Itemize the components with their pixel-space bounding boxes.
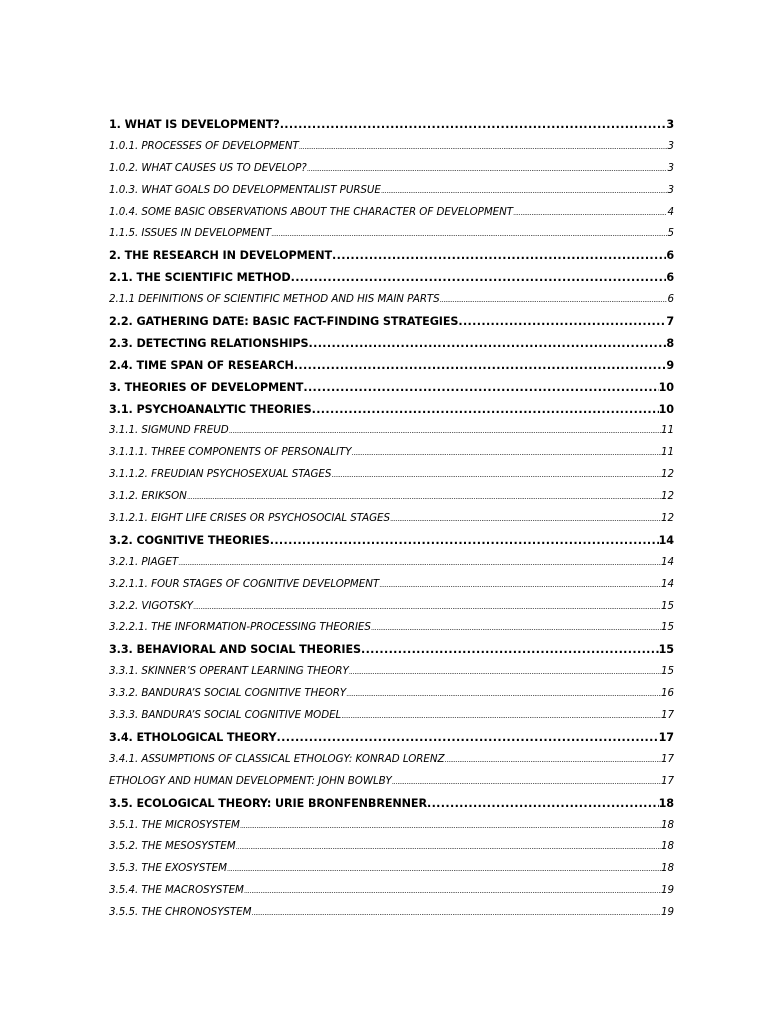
toc-entry-title: 3.3.1. SKINNER’S OPERANT LEARNING THEORY (109, 665, 349, 678)
toc-entry-page: 15 (660, 665, 674, 678)
toc-entry-page: 18 (660, 818, 674, 831)
toc-entry-page: 3 (667, 161, 674, 174)
toc-entry[interactable] (109, 289, 674, 311)
dot-leader (178, 553, 661, 574)
toc-entry-title: 1.0.2. WHAT CAUSES US TO DEVELOP? (109, 161, 307, 174)
toc-entry-page: 18 (660, 862, 674, 875)
table-of-contents (109, 114, 674, 924)
toc-entry-title: 3.5.2. THE MESOSYSTEM (109, 840, 236, 853)
toc-entry[interactable] (109, 771, 674, 793)
toc-entry-page: 14 (658, 533, 674, 547)
toc-entry[interactable] (109, 683, 674, 705)
dot-leader (427, 793, 659, 815)
toc-entry-title: 2. THE RESEARCH IN DEVELOPMENT (109, 249, 333, 263)
dot-leader (346, 684, 661, 705)
toc-entry-page: 15 (660, 621, 674, 634)
toc-entry-title: 1.0.1. PROCESSES OF DEVELOPMENT (109, 139, 299, 152)
toc-entry[interactable] (109, 596, 674, 618)
toc-entry-page: 7 (666, 315, 674, 329)
toc-entry-title: 2.1. THE SCIENTIFIC METHOD (109, 271, 291, 285)
toc-entry-title: 3.5.3. THE EXOSYSTEM (109, 862, 227, 875)
toc-entry-title: 3.5.5. THE CHRONOSYSTEM (109, 906, 252, 919)
toc-entry[interactable] (109, 508, 674, 530)
dot-leader (309, 333, 667, 355)
toc-entry-title: 3. THEORIES OF DEVELOPMENT (109, 380, 304, 394)
toc-entry-page: 17 (660, 774, 674, 787)
dot-leader (271, 224, 667, 245)
toc-entry-page: 3 (667, 183, 674, 196)
toc-entry-page: 6 (667, 293, 674, 306)
toc-entry[interactable] (109, 442, 674, 464)
toc-entry-title: 3.4. ETHOLOGICAL THEORY (109, 730, 277, 744)
toc-entry-page: 15 (658, 643, 674, 657)
toc-entry-page: 14 (660, 555, 674, 568)
toc-entry[interactable] (109, 902, 674, 924)
dot-leader (303, 377, 658, 399)
toc-entry-page: 15 (660, 599, 674, 612)
toc-entry[interactable] (109, 574, 674, 596)
toc-entry-page: 18 (658, 796, 674, 810)
dot-leader (444, 750, 661, 771)
dot-leader (341, 706, 661, 727)
dot-leader (392, 772, 661, 793)
toc-entry-title: ETHOLOGY AND HUMAN DEVELOPMENT: JOHN BOWLBY (109, 774, 392, 787)
toc-entry-title: 3.4.1. ASSUMPTIONS OF CLASSICAL ETHOLOGY: KONRAD LORENZ (109, 752, 445, 765)
toc-entry-title: 1.0.4. SOME BASIC OBSERVATIONS ABOUT THE CHARACTER OF DEVELOPMENT (109, 205, 514, 218)
toc-entry-page: 5 (667, 227, 674, 240)
toc-entry-page: 10 (658, 402, 674, 416)
dot-leader (440, 290, 668, 311)
toc-entry-title: 2.4. TIME SPAN OF RESEARCH (109, 358, 294, 372)
dot-leader (244, 881, 661, 902)
toc-entry-page: 12 (660, 468, 674, 481)
toc-entry[interactable] (109, 858, 674, 880)
toc-entry-page: 3 (667, 139, 674, 152)
dot-leader (371, 618, 661, 639)
toc-entry-title: 3.5.4. THE MACROSYSTEM (109, 884, 244, 897)
dot-leader (351, 443, 661, 464)
toc-entry[interactable] (109, 552, 674, 574)
toc-entry[interactable] (109, 815, 674, 837)
dot-leader (270, 530, 659, 552)
dot-leader (361, 639, 659, 661)
toc-entry[interactable] (109, 267, 674, 289)
toc-entry-page: 16 (660, 687, 674, 700)
toc-entry-page: 17 (660, 752, 674, 765)
toc-entry[interactable] (109, 136, 674, 158)
toc-entry[interactable] (109, 420, 674, 442)
toc-entry-title: 3.2. COGNITIVE THEORIES (109, 533, 270, 547)
toc-entry-title: 3.2.1. PIAGET (109, 555, 179, 568)
toc-entry-title: 3.1.2. ERIKSON (109, 490, 187, 503)
toc-entry-title: 3.3.2. BANDURA’S SOCIAL COGNITIVE THEORY (109, 687, 347, 700)
toc-entry-page: 11 (660, 424, 674, 437)
dot-leader (280, 114, 667, 136)
toc-entry[interactable] (109, 158, 674, 180)
dot-leader (251, 903, 661, 924)
toc-entry-title: 3.1.2.1. EIGHT LIFE CRISES OR PSYCHOSOCIAL STAGES (109, 512, 390, 525)
toc-entry[interactable] (109, 223, 674, 245)
dot-leader (381, 181, 668, 202)
toc-entry-page: 19 (660, 906, 674, 919)
toc-entry[interactable] (109, 530, 674, 552)
toc-entry-page: 8 (666, 336, 674, 350)
dot-leader (277, 727, 659, 749)
toc-entry[interactable] (109, 245, 674, 267)
toc-entry-title: 3.1.1. SIGMUND FREUD (109, 424, 229, 437)
dot-leader (312, 399, 659, 421)
toc-entry[interactable] (109, 486, 674, 508)
toc-entry-title: 3.1.1.1. THREE COMPONENTS OF PERSONALITY (109, 446, 352, 459)
toc-entry-page: 12 (660, 490, 674, 503)
dot-leader (294, 355, 666, 377)
dot-leader (227, 859, 661, 880)
toc-entry-page: 17 (658, 730, 674, 744)
toc-entry-page: 17 (660, 709, 674, 722)
toc-entry-title: 3.1. PSYCHOANALYTIC THEORIES (109, 402, 312, 416)
toc-entry[interactable] (109, 749, 674, 771)
toc-entry[interactable] (109, 639, 674, 661)
dot-leader (513, 203, 667, 224)
toc-entry-page: 6 (666, 271, 674, 285)
toc-entry-title: 3.1.1.2. FREUDIAN PSYCHOSEXUAL STAGES (109, 468, 332, 481)
toc-entry-title: 3.5.1. THE MICROSYSTEM (109, 818, 240, 831)
toc-entry[interactable] (109, 399, 674, 421)
dot-leader (332, 245, 666, 267)
toc-entry[interactable] (109, 836, 674, 858)
dot-leader (331, 465, 661, 486)
toc-entry[interactable] (109, 202, 674, 224)
toc-entry[interactable] (109, 311, 674, 333)
toc-entry-title: 2.3. DETECTING RELATIONSHIPS (109, 336, 309, 350)
toc-entry-page: 6 (666, 249, 674, 263)
dot-leader (307, 159, 668, 180)
toc-entry[interactable] (109, 793, 674, 815)
toc-entry-page: 19 (660, 884, 674, 897)
dot-leader (390, 509, 661, 530)
toc-entry-title: 3.5. ECOLOGICAL THEORY: URIE BRONFENBRENNER (109, 796, 427, 810)
dot-leader (187, 487, 661, 508)
toc-entry-title: 3.3.3. BANDURA’S SOCIAL COGNITIVE MODEL (109, 709, 342, 722)
dot-leader (299, 137, 668, 158)
toc-entry[interactable] (109, 617, 674, 639)
toc-entry[interactable] (109, 661, 674, 683)
toc-entry-title: 2.2. GATHERING DATE: BASIC FACT-FINDING STRATEGIES (109, 315, 459, 329)
toc-entry[interactable] (109, 180, 674, 202)
toc-entry-page: 14 (660, 577, 674, 590)
toc-entry[interactable] (109, 727, 674, 749)
toc-entry-page: 9 (666, 358, 674, 372)
toc-entry[interactable] (109, 333, 674, 355)
toc-entry-page: 12 (660, 512, 674, 525)
toc-entry-title: 1. WHAT IS DEVELOPMENT? (109, 118, 280, 131)
toc-entry[interactable] (109, 355, 674, 377)
toc-entry[interactable] (109, 464, 674, 486)
dot-leader (229, 421, 661, 442)
toc-entry-page: 18 (660, 840, 674, 853)
toc-entry-title: 1.1.5. ISSUES IN DEVELOPMENT (109, 227, 272, 240)
toc-entry-title: 3.2.2. VIGOTSKY (109, 599, 194, 612)
dot-leader (349, 662, 661, 683)
toc-entry-page: 4 (667, 205, 674, 218)
dot-leader (240, 816, 661, 837)
dot-leader (291, 267, 667, 289)
toc-entry-title: 3.2.1.1. FOUR STAGES OF COGNITIVE DEVELOPMENT (109, 577, 380, 590)
toc-entry-page: 11 (660, 446, 674, 459)
toc-entry-page: 3 (666, 118, 674, 131)
toc-entry[interactable] (109, 114, 674, 136)
toc-entry[interactable] (109, 377, 674, 399)
toc-entry-page: 10 (658, 380, 674, 394)
dot-leader (379, 575, 661, 596)
dot-leader (193, 597, 661, 618)
dot-leader (458, 311, 666, 333)
toc-entry-title: 2.1.1 DEFINITIONS OF SCIENTIFIC METHOD AND HIS MAIN PARTS (109, 293, 440, 306)
toc-entry-title: 3.2.2.1. THE INFORMATION-PROCESSING THEORIES (109, 621, 371, 634)
toc-entry-title: 3.3. BEHAVIORAL AND SOCIAL THEORIES (109, 643, 361, 657)
toc-entry-title: 1.0.3. WHAT GOALS DO DEVELOPMENTALIST PURSUE (109, 183, 381, 196)
toc-entry[interactable] (109, 880, 674, 902)
toc-entry[interactable] (109, 705, 674, 727)
dot-leader (236, 837, 661, 858)
